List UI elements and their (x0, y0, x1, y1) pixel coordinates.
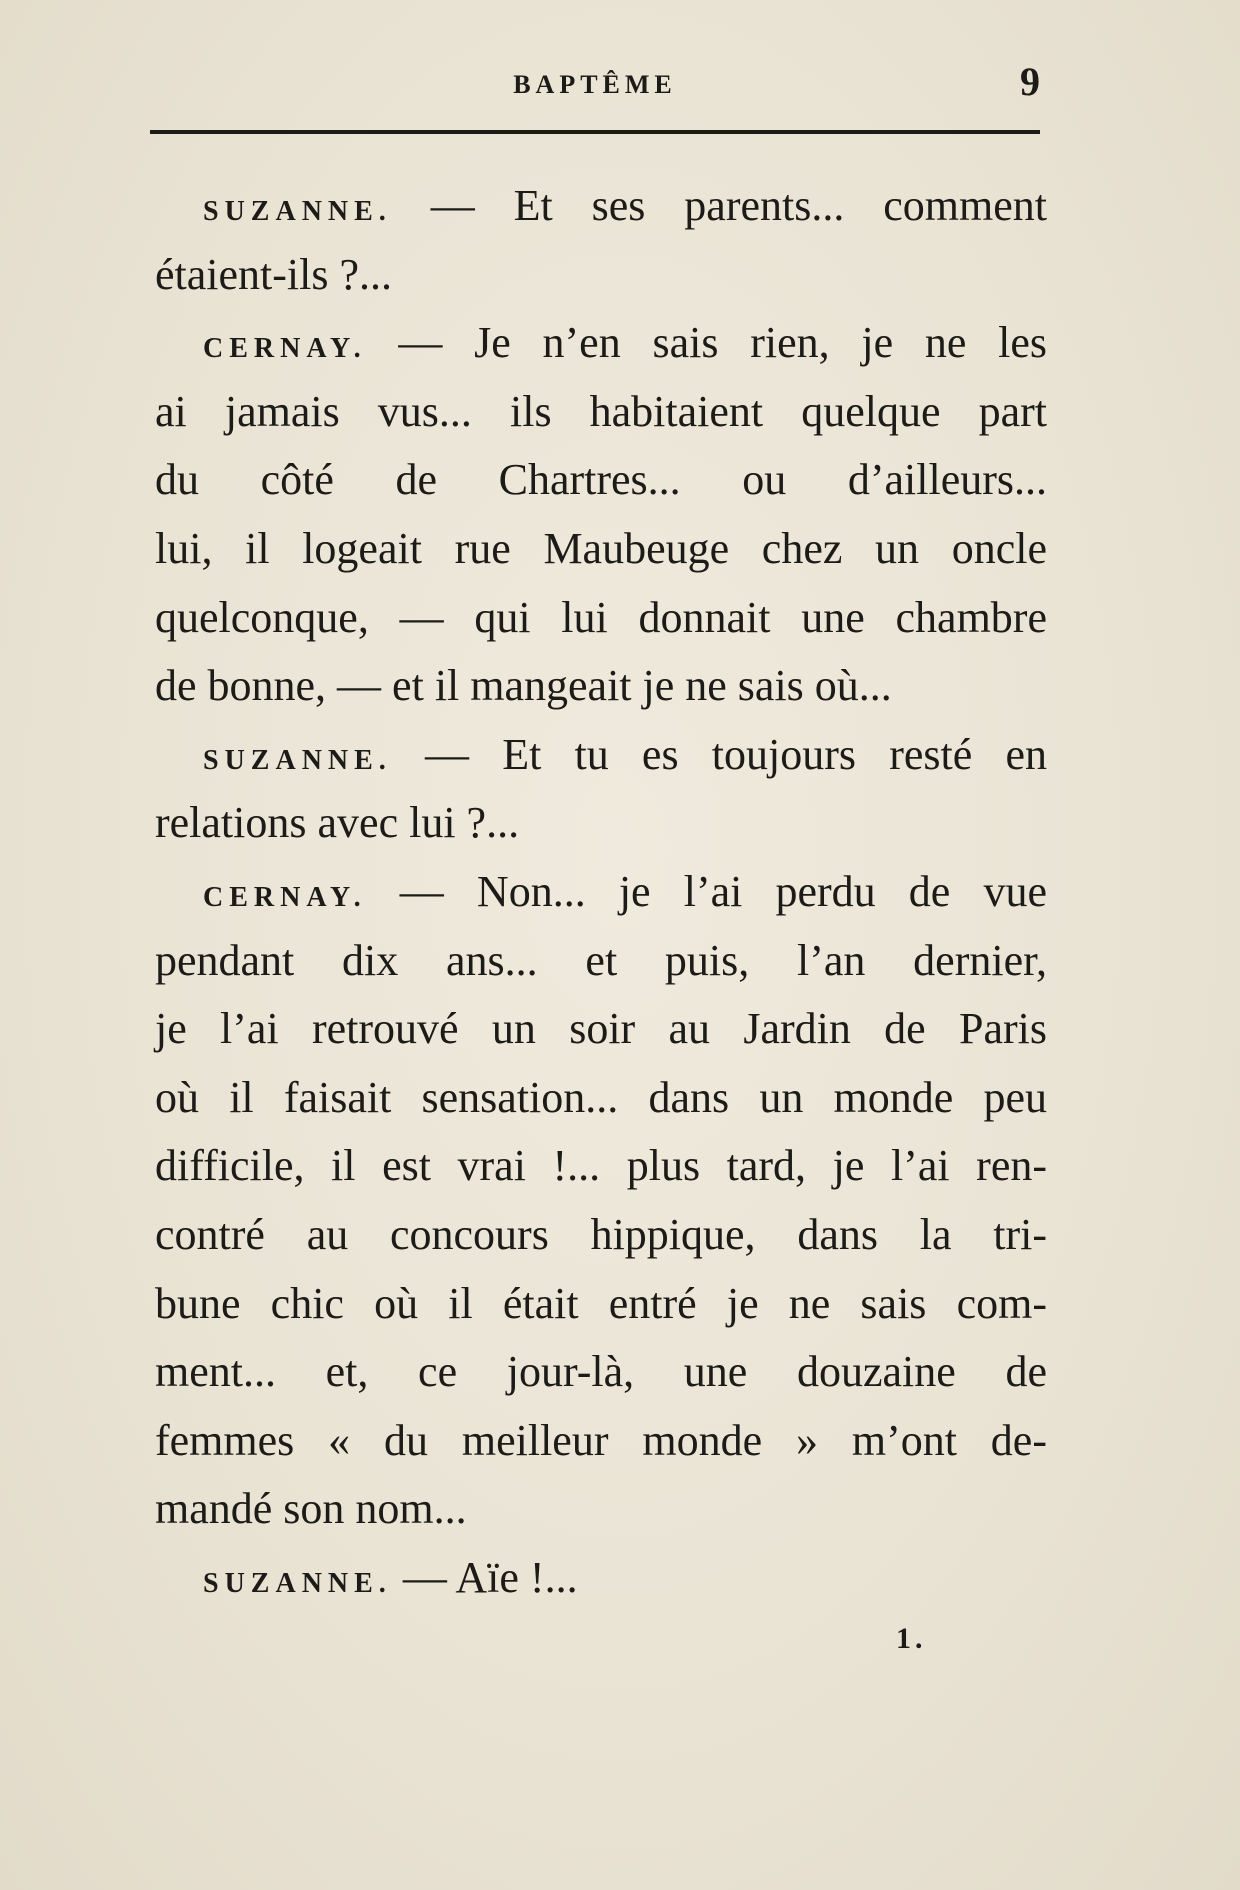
dialogue-text (155, 172, 1047, 1612)
line-text: relations avec lui ?... (155, 798, 520, 848)
signature-mark: 1. (896, 1622, 927, 1655)
line-text: étaient-ils ?... (155, 249, 393, 299)
line-text: mandé son nom... (155, 1484, 467, 1534)
text-line (155, 515, 1047, 584)
page-number: 9 (1020, 59, 1040, 104)
speaker-line (155, 172, 1047, 241)
speaker-name: SUZANNE. (203, 196, 392, 227)
speaker-line (155, 309, 1047, 378)
line-text: — Non... je l’ai perdu de vue (366, 866, 1047, 916)
text-line (155, 927, 1047, 996)
line-text: contré au concours hippique, dans la tri- (155, 1209, 1047, 1259)
text-line (155, 789, 1047, 858)
speaker-line (155, 858, 1047, 927)
line-text: — Je n’en sais rien, je ne les (366, 318, 1047, 368)
text-line (155, 584, 1047, 653)
speaker-line (155, 1544, 1047, 1613)
text-line (155, 1270, 1047, 1339)
line-text: difficile, il est vrai !... plus tard, je l’ai ren- (155, 1141, 1047, 1191)
text-line (155, 652, 1047, 721)
line-text: ment... et, ce jour-là, une douzaine de (155, 1347, 1047, 1397)
speaker-name: CERNAY. (203, 333, 367, 365)
text-line (155, 378, 1047, 447)
text-line (155, 1064, 1047, 1133)
line-text: — Aïe !... (391, 1552, 578, 1602)
line-text: femmes « du meilleur monde » m’ont de- (155, 1415, 1047, 1465)
text-line (155, 241, 1047, 310)
line-text: du côté de Chartres... ou d’ailleurs... (155, 455, 1047, 505)
line-text: où il faisait sensation... dans un monde peu (155, 1072, 1047, 1122)
line-text: bune chic où il était entré je ne sais com- (155, 1278, 1047, 1328)
text-line (155, 1132, 1047, 1201)
text-line (155, 995, 1047, 1064)
page-header (150, 58, 1040, 108)
text-line (155, 1475, 1047, 1544)
text-line (155, 446, 1047, 515)
running-title: BAPTÊME (513, 70, 677, 99)
line-text: pendant dix ans... et puis, l’an dernier, (155, 935, 1047, 985)
line-text: de bonne, — et il mangeait je ne sais où... (155, 661, 892, 711)
speaker-line (155, 721, 1047, 790)
text-line (155, 1338, 1047, 1407)
line-text: ai jamais vus... ils habitaient quelque part (155, 386, 1047, 436)
line-text: lui, il logeait rue Maubeuge chez un oncle (155, 523, 1047, 573)
speaker-name: SUZANNE. (203, 744, 392, 776)
header-rule (150, 130, 1040, 134)
speaker-name: SUZANNE. (203, 1567, 392, 1599)
text-line (155, 1407, 1047, 1476)
text-line (155, 1201, 1047, 1270)
line-text: — Et tu es toujours resté en (391, 729, 1047, 779)
speaker-name: CERNAY. (203, 881, 367, 913)
line-text: quelconque, — qui lui donnait une chambre (155, 592, 1047, 642)
line-text: — Et ses parents... comment (391, 181, 1047, 230)
line-text: je l’ai retrouvé un soir au Jardin de Paris (155, 1004, 1047, 1054)
